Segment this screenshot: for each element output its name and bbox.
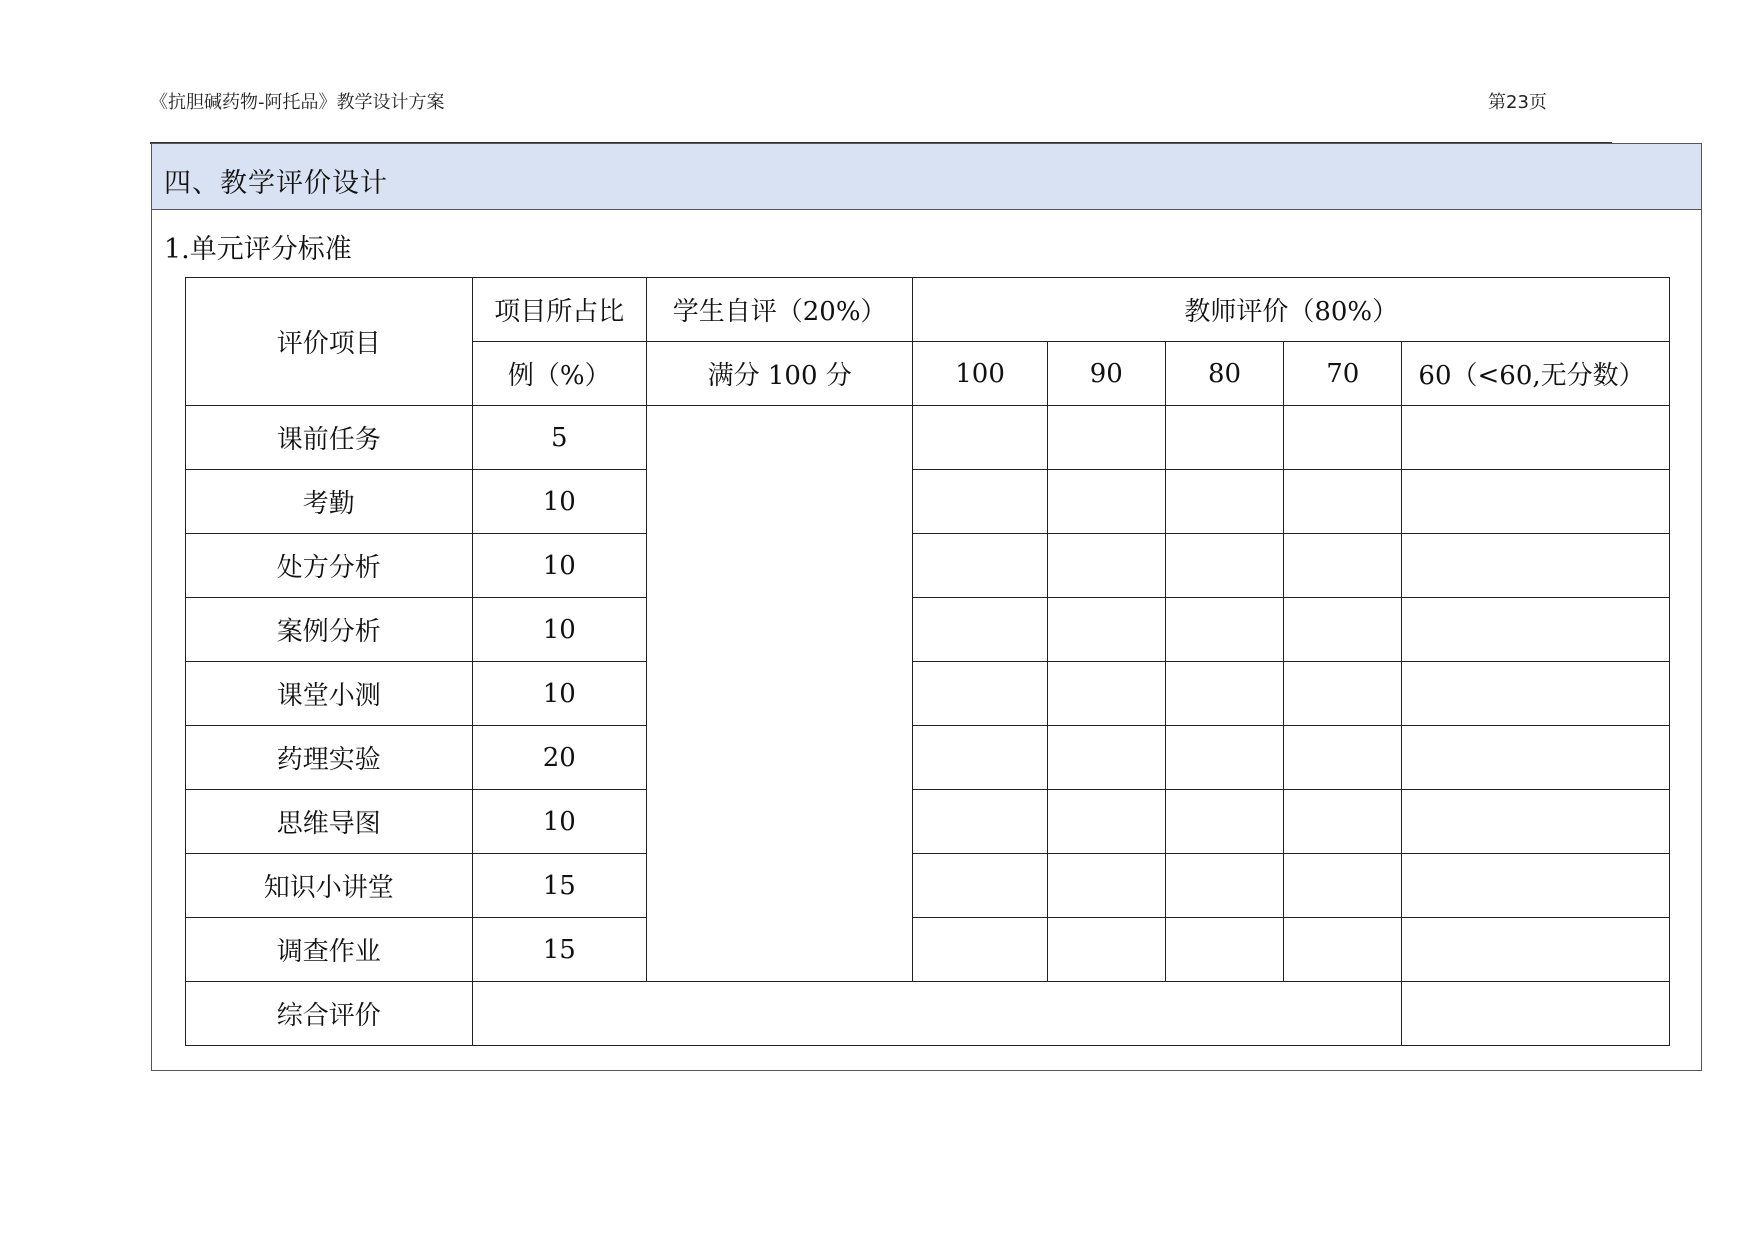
- score-cell[interactable]: [1402, 406, 1670, 470]
- score-cell[interactable]: [1402, 790, 1670, 854]
- score-cell[interactable]: [1047, 470, 1165, 534]
- item-name: 考勤: [186, 470, 473, 534]
- table-row: [186, 854, 1670, 918]
- table-row: [186, 406, 1670, 470]
- score-cell[interactable]: [1047, 598, 1165, 662]
- header-self-evaluation: 学生自评（20%）: [646, 278, 913, 342]
- grade-90: 90: [1047, 342, 1165, 406]
- document-title: 《抗胆碱药物-阿托品》教学设计方案: [150, 92, 445, 113]
- header-evaluation-item: 评价项目: [186, 278, 473, 406]
- score-cell[interactable]: [1284, 790, 1402, 854]
- section-title: 四、教学评价设计: [164, 168, 388, 199]
- score-cell[interactable]: [1284, 598, 1402, 662]
- table-header-row-1: [186, 278, 1670, 342]
- score-cell[interactable]: [913, 598, 1047, 662]
- score-cell[interactable]: [1284, 534, 1402, 598]
- header-ratio-line2: 例（%）: [472, 342, 646, 406]
- score-cell[interactable]: [913, 470, 1047, 534]
- score-cell[interactable]: [1402, 726, 1670, 790]
- score-cell[interactable]: [1165, 406, 1283, 470]
- score-cell[interactable]: [1165, 790, 1283, 854]
- score-cell[interactable]: [1165, 662, 1283, 726]
- score-cell[interactable]: [1047, 534, 1165, 598]
- score-cell[interactable]: [1047, 854, 1165, 918]
- score-cell[interactable]: [1047, 662, 1165, 726]
- score-cell[interactable]: [913, 662, 1047, 726]
- score-cell[interactable]: [1284, 406, 1402, 470]
- table-row: [186, 598, 1670, 662]
- score-cell[interactable]: [913, 406, 1047, 470]
- grade-80: 80: [1165, 342, 1283, 406]
- grading-standard-table: [185, 277, 1670, 1046]
- grade-70: 70: [1284, 342, 1402, 406]
- score-cell[interactable]: [1402, 854, 1670, 918]
- score-cell[interactable]: [913, 726, 1047, 790]
- page-number: 第23页: [1488, 92, 1547, 113]
- item-ratio: 20: [472, 726, 646, 790]
- item-name: 调查作业: [186, 918, 473, 982]
- score-cell[interactable]: [913, 918, 1047, 982]
- score-cell[interactable]: [1047, 726, 1165, 790]
- table-row: [186, 662, 1670, 726]
- score-cell[interactable]: [1284, 726, 1402, 790]
- table-row: [186, 470, 1670, 534]
- table-row: [186, 790, 1670, 854]
- score-cell[interactable]: [1402, 534, 1670, 598]
- score-cell[interactable]: [913, 534, 1047, 598]
- subsection-title: 1.单元评分标准: [164, 234, 352, 265]
- summary-score-cell[interactable]: [1402, 982, 1670, 1046]
- score-cell[interactable]: [1165, 598, 1283, 662]
- score-cell[interactable]: [1284, 918, 1402, 982]
- header-self-full-score: 满分 100 分: [646, 342, 913, 406]
- summary-content-cell[interactable]: [472, 982, 1402, 1046]
- score-cell[interactable]: [1047, 918, 1165, 982]
- score-cell[interactable]: [1047, 406, 1165, 470]
- item-name: 处方分析: [186, 534, 473, 598]
- score-cell[interactable]: [1402, 598, 1670, 662]
- item-ratio: 10: [472, 534, 646, 598]
- score-cell[interactable]: [1402, 662, 1670, 726]
- self-score-cell[interactable]: [646, 406, 913, 982]
- item-name: 课前任务: [186, 406, 473, 470]
- item-ratio: 10: [472, 470, 646, 534]
- score-cell[interactable]: [1165, 918, 1283, 982]
- page-header: [150, 88, 1550, 118]
- score-cell[interactable]: [1165, 534, 1283, 598]
- evaluation-section: [151, 143, 1702, 1071]
- summary-row: [186, 982, 1670, 1046]
- item-name: 案例分析: [186, 598, 473, 662]
- item-name: 知识小讲堂: [186, 854, 473, 918]
- score-cell[interactable]: [913, 790, 1047, 854]
- grade-100: 100: [913, 342, 1047, 406]
- header-ratio-line1: 项目所占比: [472, 278, 646, 342]
- item-ratio: 10: [472, 790, 646, 854]
- item-ratio: 10: [472, 662, 646, 726]
- item-ratio: 5: [472, 406, 646, 470]
- item-ratio: 10: [472, 598, 646, 662]
- item-ratio: 15: [472, 854, 646, 918]
- score-cell[interactable]: [1165, 470, 1283, 534]
- score-cell[interactable]: [1165, 726, 1283, 790]
- score-cell[interactable]: [913, 854, 1047, 918]
- table-row: [186, 534, 1670, 598]
- section-header-band: [152, 144, 1701, 210]
- table-row: [186, 918, 1670, 982]
- item-ratio: 15: [472, 918, 646, 982]
- item-name: 课堂小测: [186, 662, 473, 726]
- score-cell[interactable]: [1284, 470, 1402, 534]
- item-name: 思维导图: [186, 790, 473, 854]
- score-cell[interactable]: [1402, 918, 1670, 982]
- score-cell[interactable]: [1165, 854, 1283, 918]
- score-cell[interactable]: [1284, 854, 1402, 918]
- score-cell[interactable]: [1402, 470, 1670, 534]
- summary-label: 综合评价: [186, 982, 473, 1046]
- table-row: [186, 726, 1670, 790]
- score-cell[interactable]: [1047, 790, 1165, 854]
- header-teacher-evaluation: 教师评价（80%）: [913, 278, 1670, 342]
- item-name: 药理实验: [186, 726, 473, 790]
- score-cell[interactable]: [1284, 662, 1402, 726]
- grade-60: 60（<60,无分数）: [1402, 342, 1670, 406]
